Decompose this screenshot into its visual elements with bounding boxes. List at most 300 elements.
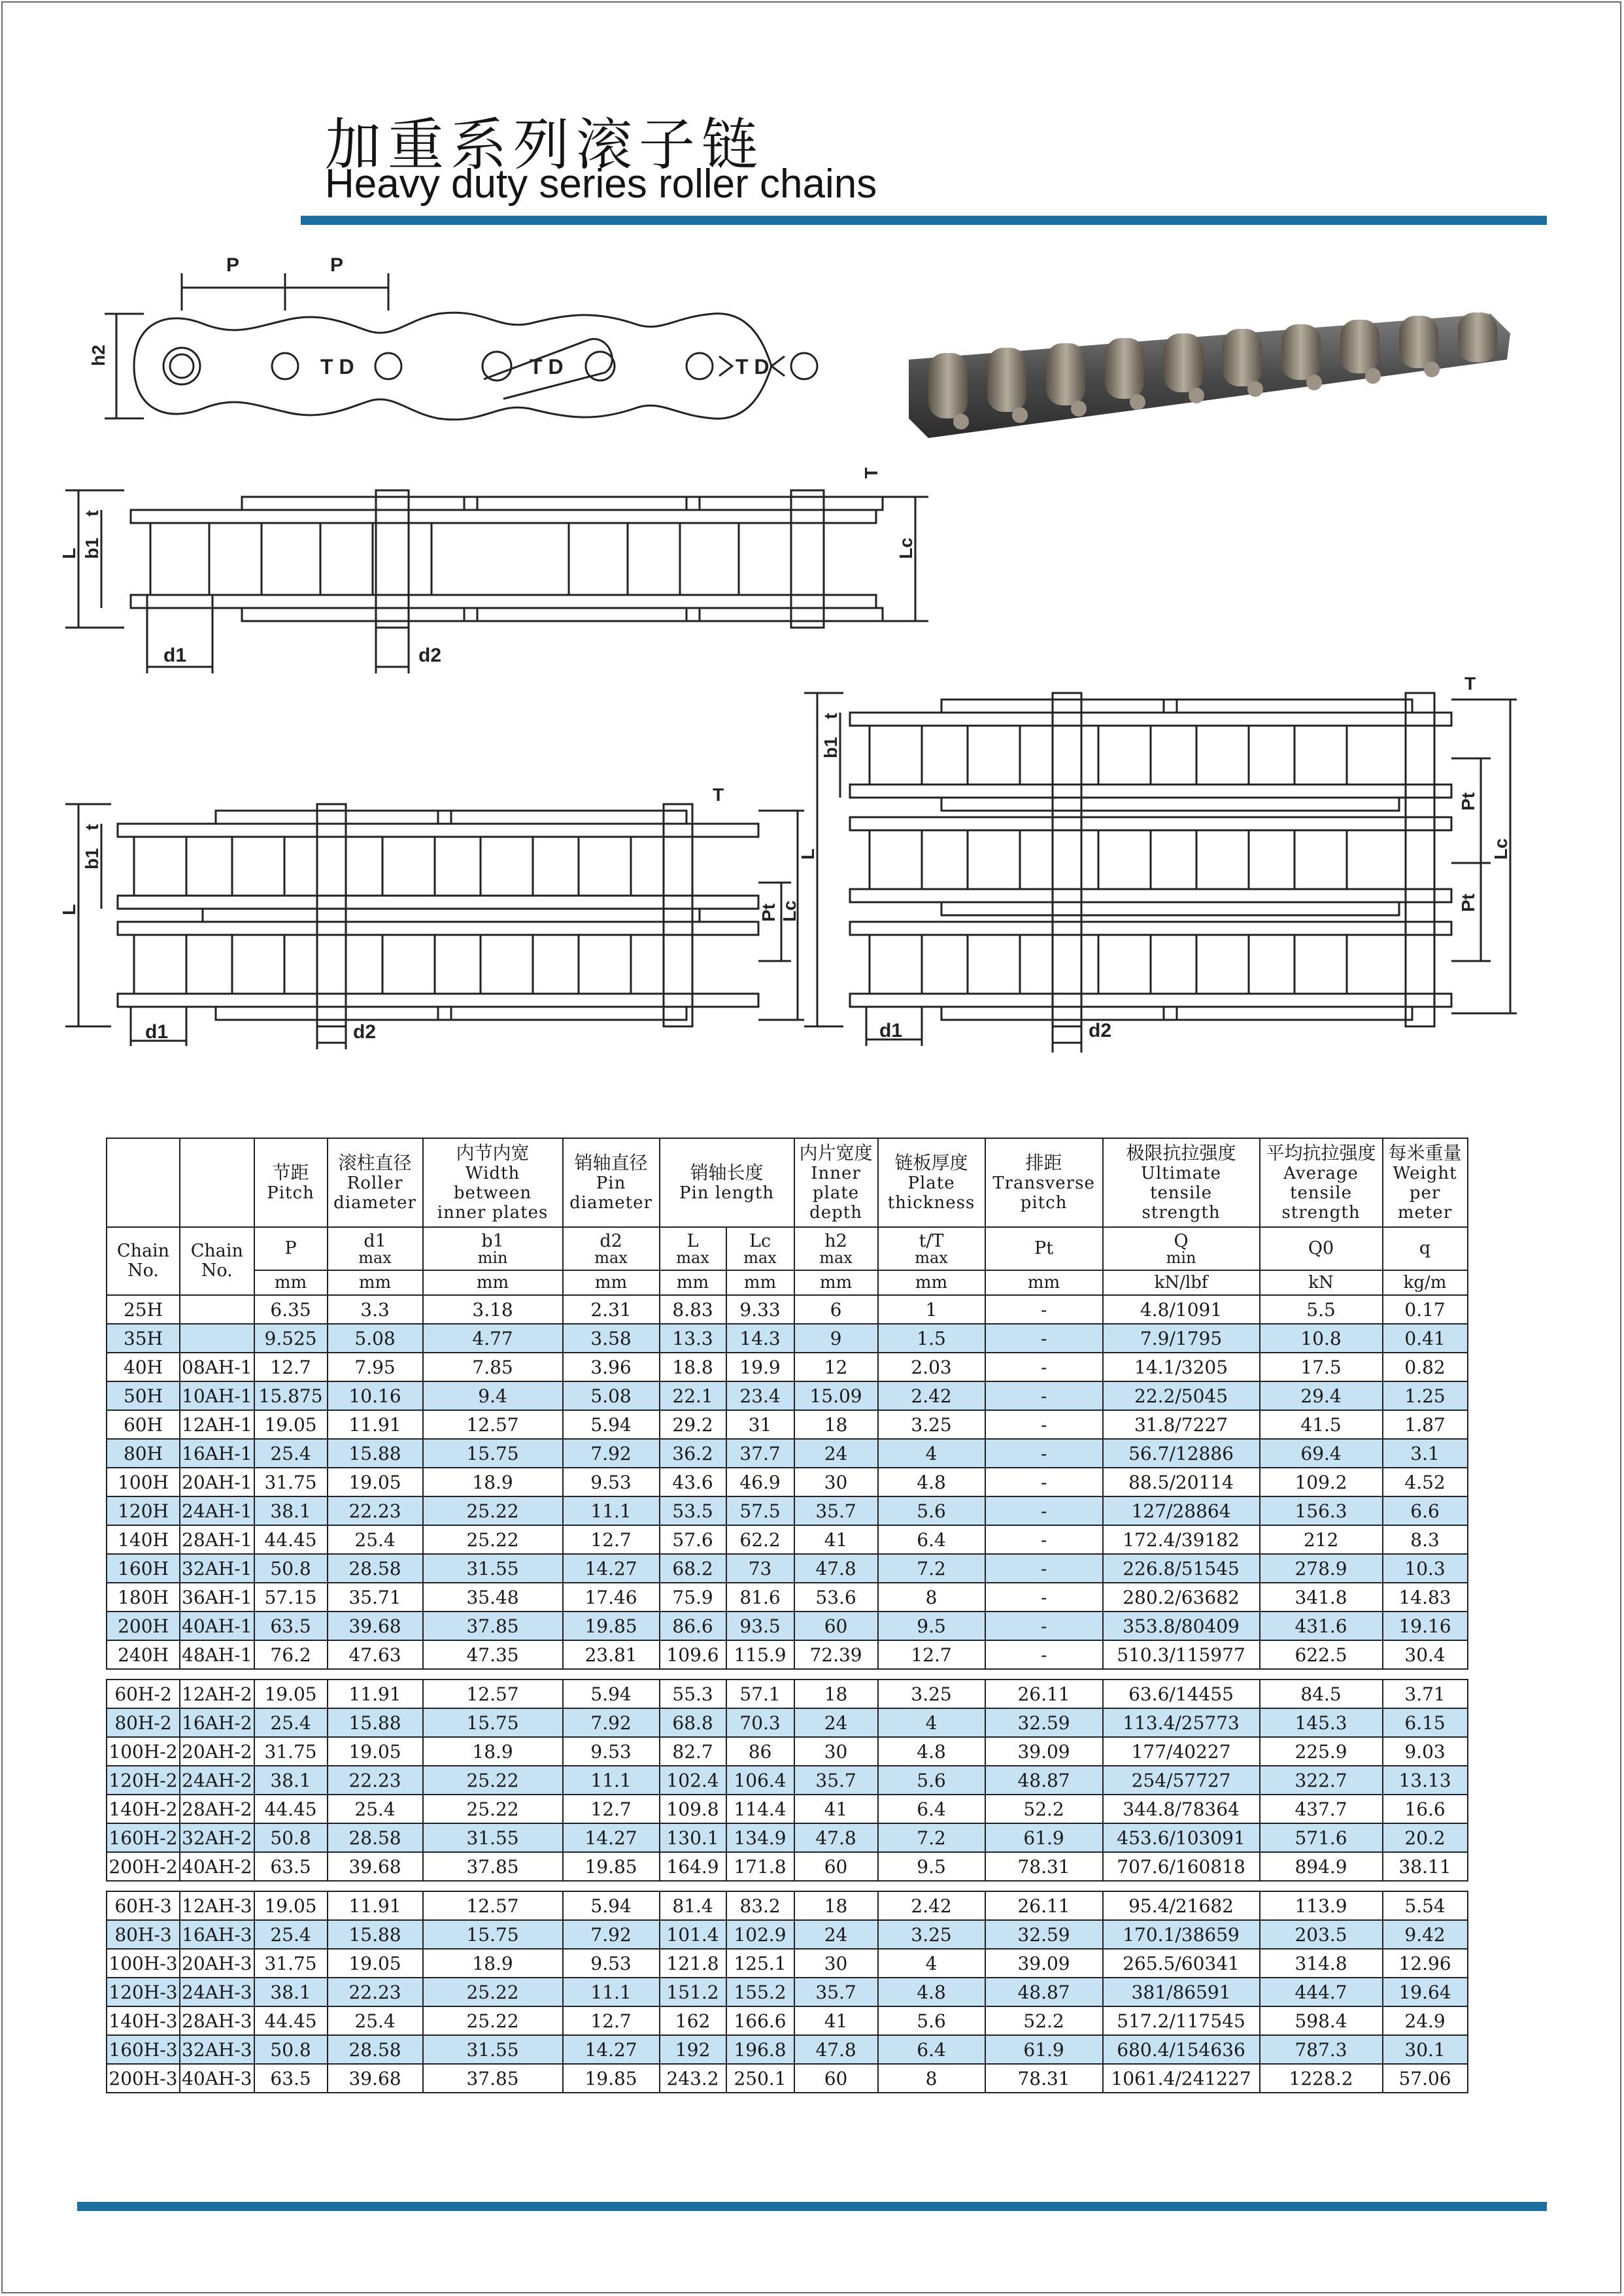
table-cell: 32AH-1 xyxy=(180,1554,254,1583)
table-cell: 53.6 xyxy=(794,1583,878,1612)
table-row xyxy=(107,1737,1468,1766)
pin-length-L-symbol: L max xyxy=(660,1227,726,1270)
table-cell: 12.7 xyxy=(563,1795,660,1823)
table-row xyxy=(107,2064,1468,2093)
table-cell: 172.4/39182 xyxy=(1103,1525,1260,1554)
table-cell: 3.3 xyxy=(328,1295,423,1324)
table-cell: 24AH-2 xyxy=(180,1766,254,1795)
table-cell: 82.7 xyxy=(660,1737,726,1766)
table-cell: - xyxy=(985,1640,1103,1669)
table-cell xyxy=(180,1324,254,1353)
table-cell: 16.6 xyxy=(1383,1795,1468,1823)
table-cell: 88.5/20114 xyxy=(1103,1468,1260,1496)
table-cell: 10.3 xyxy=(1383,1554,1468,1583)
table-cell: 22.1 xyxy=(660,1381,726,1410)
table-cell: 12 xyxy=(794,1353,878,1381)
table-cell: 61.9 xyxy=(985,1823,1103,1852)
table-cell: 26.11 xyxy=(985,1680,1103,1708)
table-cell: 8.3 xyxy=(1383,1525,1468,1554)
table-cell: 6.15 xyxy=(1383,1708,1468,1737)
table-cell: 37.7 xyxy=(726,1439,794,1468)
table-cell: 19.05 xyxy=(254,1410,328,1439)
table-cell: 35.7 xyxy=(794,1766,878,1795)
table-cell: 36AH-1 xyxy=(180,1583,254,1612)
table-cell: 160H-3 xyxy=(107,2035,180,2064)
table-cell: 226.8/51545 xyxy=(1103,1554,1260,1583)
table-cell: 14.27 xyxy=(563,1823,660,1852)
table-cell: 47.8 xyxy=(794,1823,878,1852)
table-cell: 4 xyxy=(878,1949,985,1978)
table-cell: 4.8 xyxy=(878,1737,985,1766)
table-cell: 25.4 xyxy=(254,1439,328,1468)
table-cell: 2.31 xyxy=(563,1295,660,1324)
table-cell: 19.05 xyxy=(328,1737,423,1766)
d1-label-duplex: d1 xyxy=(145,1021,169,1043)
table-cell: 60H-3 xyxy=(107,1891,180,1920)
table-cell: 86 xyxy=(726,1737,794,1766)
unit-cell: mm xyxy=(878,1270,985,1295)
table-cell: 17.5 xyxy=(1260,1353,1383,1381)
table-cell: 76.2 xyxy=(254,1640,328,1669)
table-cell: 81.4 xyxy=(660,1891,726,1920)
unit-cell: mm xyxy=(328,1270,423,1295)
table-cell: 180H xyxy=(107,1583,180,1612)
b1-label-simplex: b1 xyxy=(82,537,102,559)
T-label-duplex: T xyxy=(713,785,724,805)
table-cell: 166.6 xyxy=(726,2006,794,2035)
T-label-simplex: T xyxy=(861,467,881,479)
table-cell: - xyxy=(985,1525,1103,1554)
table-cell: 15.75 xyxy=(423,1439,563,1468)
weight-symbol: q xyxy=(1383,1227,1468,1270)
table-cell: 31.8/7227 xyxy=(1103,1410,1260,1439)
group-separator xyxy=(107,1669,1468,1680)
table-cell: 75.9 xyxy=(660,1583,726,1612)
table-cell: 353.8/80409 xyxy=(1103,1612,1260,1640)
table-cell: 80H-2 xyxy=(107,1708,180,1737)
table-row xyxy=(107,1496,1468,1525)
table-cell: 4 xyxy=(878,1439,985,1468)
d1-label-triplex: d1 xyxy=(879,1020,903,1041)
table-row xyxy=(107,1766,1468,1795)
table-cell: 39.09 xyxy=(985,1737,1103,1766)
table-row xyxy=(107,1468,1468,1496)
table-cell: 9.5 xyxy=(878,1612,985,1640)
table-cell: 48AH-1 xyxy=(180,1640,254,1669)
chain-no-head-blank-1 xyxy=(107,1138,180,1227)
table-cell: 4 xyxy=(878,1708,985,1737)
table-cell: 95.4/21682 xyxy=(1103,1891,1260,1920)
group-separator-cell xyxy=(107,1669,1468,1680)
table-cell: 32.59 xyxy=(985,1708,1103,1737)
table-cell: 5.6 xyxy=(878,1766,985,1795)
table-cell: 510.3/115977 xyxy=(1103,1640,1260,1669)
table-cell: 130.1 xyxy=(660,1823,726,1852)
roller-symbol: d1 max xyxy=(328,1227,423,1270)
table-cell: 28AH-3 xyxy=(180,2006,254,2035)
plate-thickness-symbol: t/T max xyxy=(878,1227,985,1270)
table-cell: 20AH-1 xyxy=(180,1468,254,1496)
table-cell: 2.03 xyxy=(878,1353,985,1381)
table-row xyxy=(107,1795,1468,1823)
table-cell: 1.25 xyxy=(1383,1381,1468,1410)
table-cell: 72.39 xyxy=(794,1640,878,1669)
spec-table-body xyxy=(107,1295,1468,2093)
b1-label-duplex: b1 xyxy=(82,848,102,869)
table-cell: 25.22 xyxy=(423,1766,563,1795)
table-row xyxy=(107,1920,1468,1949)
table-cell: 11.91 xyxy=(328,1891,423,1920)
table-cell: 47.35 xyxy=(423,1640,563,1669)
table-cell: 47.8 xyxy=(794,1554,878,1583)
table-cell: 24 xyxy=(794,1708,878,1737)
table-cell: 29.2 xyxy=(660,1410,726,1439)
table-cell: 57.06 xyxy=(1383,2064,1468,2093)
duplex-chain-top-view xyxy=(52,785,804,1053)
L-label-simplex: L xyxy=(59,547,79,559)
Lc-label-simplex: Lc xyxy=(896,537,916,559)
table-cell: 14.1/3205 xyxy=(1103,1353,1260,1381)
table-cell: 37.85 xyxy=(423,1852,563,1881)
table-cell xyxy=(180,1295,254,1324)
table-cell: 4.77 xyxy=(423,1324,563,1353)
header-row-symbols xyxy=(107,1227,1468,1270)
table-cell: 160H-2 xyxy=(107,1823,180,1852)
table-cell: 622.5 xyxy=(1260,1640,1383,1669)
table-cell: 69.4 xyxy=(1260,1439,1383,1468)
Pt-label-triplex-2: Pt xyxy=(1458,894,1478,912)
table-cell: 12.57 xyxy=(423,1410,563,1439)
table-cell: 4.8/1091 xyxy=(1103,1295,1260,1324)
table-cell: 517.2/117545 xyxy=(1103,2006,1260,2035)
table-cell: 41 xyxy=(794,1795,878,1823)
table-cell: 14.83 xyxy=(1383,1583,1468,1612)
table-cell: 19.16 xyxy=(1383,1612,1468,1640)
table-cell: 12AH-2 xyxy=(180,1680,254,1708)
unit-cell: mm xyxy=(794,1270,878,1295)
table-cell: 50.8 xyxy=(254,1823,328,1852)
table-cell: 31.75 xyxy=(254,1468,328,1496)
table-cell: 225.9 xyxy=(1260,1737,1383,1766)
table-cell: 18.9 xyxy=(423,1737,563,1766)
table-cell: 50H xyxy=(107,1381,180,1410)
table-cell: 4.52 xyxy=(1383,1468,1468,1496)
table-cell: 38.1 xyxy=(254,1978,328,2006)
table-cell: 40AH-1 xyxy=(180,1612,254,1640)
table-cell: 15.75 xyxy=(423,1920,563,1949)
table-cell: 14.27 xyxy=(563,1554,660,1583)
table-cell: 43.6 xyxy=(660,1468,726,1496)
table-cell: 41 xyxy=(794,1525,878,1554)
table-cell: 25.4 xyxy=(254,1920,328,1949)
table-cell: 5.6 xyxy=(878,1496,985,1525)
table-cell: 10AH-1 xyxy=(180,1381,254,1410)
table-cell: 93.5 xyxy=(726,1612,794,1640)
unit-cell: kN/lbf xyxy=(1103,1270,1260,1295)
table-cell: 171.8 xyxy=(726,1852,794,1881)
table-cell: 200H-2 xyxy=(107,1852,180,1881)
page-title-english: Heavy duty series roller chains xyxy=(325,161,877,207)
table-cell: 25.4 xyxy=(328,1525,423,1554)
table-cell: 36.2 xyxy=(660,1439,726,1468)
table-cell: 39.68 xyxy=(328,2064,423,2093)
table-cell: 26.11 xyxy=(985,1891,1103,1920)
table-row xyxy=(107,1852,1468,1881)
td-mark-3: T D xyxy=(736,355,770,379)
table-cell: 24.9 xyxy=(1383,2006,1468,2035)
table-cell: 35.71 xyxy=(328,1583,423,1612)
table-cell: 41.5 xyxy=(1260,1410,1383,1439)
plate-thickness-head: 链板厚度 Plate thickness xyxy=(878,1138,985,1227)
table-cell: 28.58 xyxy=(328,2035,423,2064)
table-cell: 7.85 xyxy=(423,1353,563,1381)
table-cell: 24 xyxy=(794,1439,878,1468)
table-cell: 19.05 xyxy=(254,1891,328,1920)
table-cell: 40H xyxy=(107,1353,180,1381)
table-cell: 38.1 xyxy=(254,1766,328,1795)
table-cell: 20AH-3 xyxy=(180,1949,254,1978)
Lc-label-duplex: Lc xyxy=(779,900,800,922)
table-cell: 5.94 xyxy=(563,1410,660,1439)
table-cell: 31.75 xyxy=(254,1737,328,1766)
table-cell: 60 xyxy=(794,1612,878,1640)
table-cell: 31.75 xyxy=(254,1949,328,1978)
pitch-label-1: P xyxy=(226,254,240,276)
table-cell: 62.2 xyxy=(726,1525,794,1554)
table-cell: 7.2 xyxy=(878,1554,985,1583)
table-cell: 57.5 xyxy=(726,1496,794,1525)
table-cell: 37.85 xyxy=(423,2064,563,2093)
t-label-simplex: t xyxy=(82,510,102,516)
table-cell: 57.15 xyxy=(254,1583,328,1612)
table-cell: 44.45 xyxy=(254,1795,328,1823)
table-row xyxy=(107,1324,1468,1353)
table-cell: 102.9 xyxy=(726,1920,794,1949)
table-cell: 12.7 xyxy=(563,2006,660,2035)
table-cell: 5.5 xyxy=(1260,1295,1383,1324)
table-cell: 341.8 xyxy=(1260,1583,1383,1612)
table-cell: - xyxy=(985,1612,1103,1640)
table-cell: 83.2 xyxy=(726,1891,794,1920)
table-cell: 12AH-1 xyxy=(180,1410,254,1439)
table-cell: 22.2/5045 xyxy=(1103,1381,1260,1410)
table-cell: 12.57 xyxy=(423,1891,563,1920)
table-cell: 151.2 xyxy=(660,1978,726,2006)
table-cell: 156.3 xyxy=(1260,1496,1383,1525)
table-cell: 1061.4/241227 xyxy=(1103,2064,1260,2093)
table-cell: 23.4 xyxy=(726,1381,794,1410)
table-cell: 6 xyxy=(794,1295,878,1324)
Lc-label-triplex: Lc xyxy=(1491,838,1511,860)
table-cell: 265.5/60341 xyxy=(1103,1949,1260,1978)
table-cell: 20.2 xyxy=(1383,1823,1468,1852)
table-cell: 44.45 xyxy=(254,1525,328,1554)
table-cell: 18 xyxy=(794,1891,878,1920)
table-cell: 24AH-3 xyxy=(180,1978,254,2006)
table-cell: 22.23 xyxy=(328,1496,423,1525)
pitch-label-2: P xyxy=(330,254,344,276)
table-cell: 25.22 xyxy=(423,1978,563,2006)
table-row xyxy=(107,2035,1468,2064)
table-cell: 5.6 xyxy=(878,2006,985,2035)
table-cell: 63.5 xyxy=(254,2064,328,2093)
table-cell: - xyxy=(985,1295,1103,1324)
table-cell: 12.7 xyxy=(254,1353,328,1381)
table-cell: 40AH-3 xyxy=(180,2064,254,2093)
table-row xyxy=(107,1583,1468,1612)
width-head: 内节内宽 Width between inner plates xyxy=(423,1138,563,1227)
d2-label-duplex: d2 xyxy=(353,1021,377,1043)
table-cell: - xyxy=(985,1381,1103,1410)
table-cell: 19.05 xyxy=(328,1468,423,1496)
table-cell: 22.23 xyxy=(328,1978,423,2006)
table-row xyxy=(107,1978,1468,2006)
table-cell: - xyxy=(985,1410,1103,1439)
table-cell: 57.6 xyxy=(660,1525,726,1554)
table-cell: 25.22 xyxy=(423,1496,563,1525)
table-cell: 192 xyxy=(660,2035,726,2064)
table-row xyxy=(107,1353,1468,1381)
table-cell: 155.2 xyxy=(726,1978,794,2006)
ultimate-strength-head: 极限抗拉强度 Ultimate tensile strength xyxy=(1103,1138,1260,1227)
chain-no-head-1: Chain No. xyxy=(107,1227,180,1295)
table-cell: 6.35 xyxy=(254,1295,328,1324)
table-cell: 15.875 xyxy=(254,1381,328,1410)
td-mark-2: T D xyxy=(530,355,564,379)
table-cell: 55.3 xyxy=(660,1680,726,1708)
table-cell: 344.8/78364 xyxy=(1103,1795,1260,1823)
table-cell: 52.2 xyxy=(985,1795,1103,1823)
table-cell: 5.08 xyxy=(328,1324,423,1353)
table-cell: 145.3 xyxy=(1260,1708,1383,1737)
table-cell: 121.8 xyxy=(660,1949,726,1978)
table-cell: 196.8 xyxy=(726,2035,794,2064)
table-cell: 78.31 xyxy=(985,1852,1103,1881)
table-cell: 8 xyxy=(878,1583,985,1612)
table-cell: 3.25 xyxy=(878,1920,985,1949)
table-cell: 5.94 xyxy=(563,1680,660,1708)
table-cell: 8 xyxy=(878,2064,985,2093)
table-cell: 1228.2 xyxy=(1260,2064,1383,2093)
table-cell: 31 xyxy=(726,1410,794,1439)
pitch-head: 节距 Pitch xyxy=(254,1138,328,1227)
table-cell: 170.1/38659 xyxy=(1103,1920,1260,1949)
table-cell: 787.3 xyxy=(1260,2035,1383,2064)
table-row xyxy=(107,1295,1468,1324)
table-row xyxy=(107,1525,1468,1554)
table-cell: 28.58 xyxy=(328,1554,423,1583)
table-cell: 30 xyxy=(794,1737,878,1766)
table-cell: 120H xyxy=(107,1496,180,1525)
table-cell: 9.53 xyxy=(563,1949,660,1978)
table-cell: 314.8 xyxy=(1260,1949,1383,1978)
table-cell: 68.8 xyxy=(660,1708,726,1737)
table-row xyxy=(107,1439,1468,1468)
unit-cell: mm xyxy=(660,1270,726,1295)
table-cell: 63.5 xyxy=(254,1852,328,1881)
table-cell: 48.87 xyxy=(985,1766,1103,1795)
table-cell: 35.7 xyxy=(794,1978,878,2006)
table-cell: 47.8 xyxy=(794,2035,878,2064)
table-cell: 25.4 xyxy=(254,1708,328,1737)
table-cell: 80H-3 xyxy=(107,1920,180,1949)
t-label-duplex: t xyxy=(82,824,102,830)
pin-length-head: 销轴长度 Pin length xyxy=(660,1138,794,1227)
table-cell: 894.9 xyxy=(1260,1852,1383,1881)
table-cell: 39.68 xyxy=(328,1612,423,1640)
table-cell: 437.7 xyxy=(1260,1795,1383,1823)
table-cell: 15.88 xyxy=(328,1920,423,1949)
table-cell: 19.85 xyxy=(563,1852,660,1881)
table-cell: 31.55 xyxy=(423,1554,563,1583)
table-cell: 60H xyxy=(107,1410,180,1439)
table-cell: 13.3 xyxy=(660,1324,726,1353)
d2-label-simplex: d2 xyxy=(418,645,442,666)
pitch-symbol: P xyxy=(254,1227,328,1270)
table-cell: 680.4/154636 xyxy=(1103,2035,1260,2064)
table-cell: 200H-3 xyxy=(107,2064,180,2093)
table-cell: 3.25 xyxy=(878,1410,985,1439)
table-cell: 134.9 xyxy=(726,1823,794,1852)
table-cell: 78.31 xyxy=(985,2064,1103,2093)
table-cell: 2.42 xyxy=(878,1381,985,1410)
table-cell: 53.5 xyxy=(660,1496,726,1525)
header-row-units xyxy=(107,1270,1468,1295)
table-cell: 162 xyxy=(660,2006,726,2035)
b1-label-triplex: b1 xyxy=(820,737,841,758)
table-cell: 100H-2 xyxy=(107,1737,180,1766)
table-cell: 68.2 xyxy=(660,1554,726,1583)
table-cell: 31.55 xyxy=(423,1823,563,1852)
table-row xyxy=(107,1680,1468,1708)
table-cell: 113.9 xyxy=(1260,1891,1383,1920)
table-cell: 1.87 xyxy=(1383,1410,1468,1439)
table-cell: 40AH-2 xyxy=(180,1852,254,1881)
table-cell: 19.85 xyxy=(563,1612,660,1640)
table-cell: 243.2 xyxy=(660,2064,726,2093)
header-rule xyxy=(301,216,1547,225)
transverse-pitch-head: 排距 Transverse pitch xyxy=(985,1138,1103,1227)
table-cell: 9.03 xyxy=(1383,1737,1468,1766)
table-cell: - xyxy=(985,1496,1103,1525)
Pt-label-duplex: Pt xyxy=(758,903,779,922)
chain-side-view-drawing xyxy=(72,248,876,445)
table-cell: 3.96 xyxy=(563,1353,660,1381)
table-cell: 15.88 xyxy=(328,1439,423,1468)
table-cell: 46.9 xyxy=(726,1468,794,1496)
table-cell: 6.4 xyxy=(878,2035,985,2064)
table-cell: 5.54 xyxy=(1383,1891,1468,1920)
table-cell: 15.88 xyxy=(328,1708,423,1737)
d2-label-triplex: d2 xyxy=(1089,1020,1112,1041)
table-cell: 140H xyxy=(107,1525,180,1554)
table-cell: 140H-2 xyxy=(107,1795,180,1823)
t-label-triplex: t xyxy=(820,713,841,719)
table-cell: 84.5 xyxy=(1260,1680,1383,1708)
table-cell: 19.9 xyxy=(726,1353,794,1381)
table-cell: 11.1 xyxy=(563,1978,660,2006)
table-cell: 9.5 xyxy=(878,1852,985,1881)
table-cell: 7.2 xyxy=(878,1823,985,1852)
table-row xyxy=(107,1410,1468,1439)
table-cell: 102.4 xyxy=(660,1766,726,1795)
table-cell: 24 xyxy=(794,1920,878,1949)
unit-cell: mm xyxy=(563,1270,660,1295)
table-cell: 3.18 xyxy=(423,1295,563,1324)
table-cell: 57.1 xyxy=(726,1680,794,1708)
table-cell: - xyxy=(985,1353,1103,1381)
table-cell: 7.9/1795 xyxy=(1103,1324,1260,1353)
